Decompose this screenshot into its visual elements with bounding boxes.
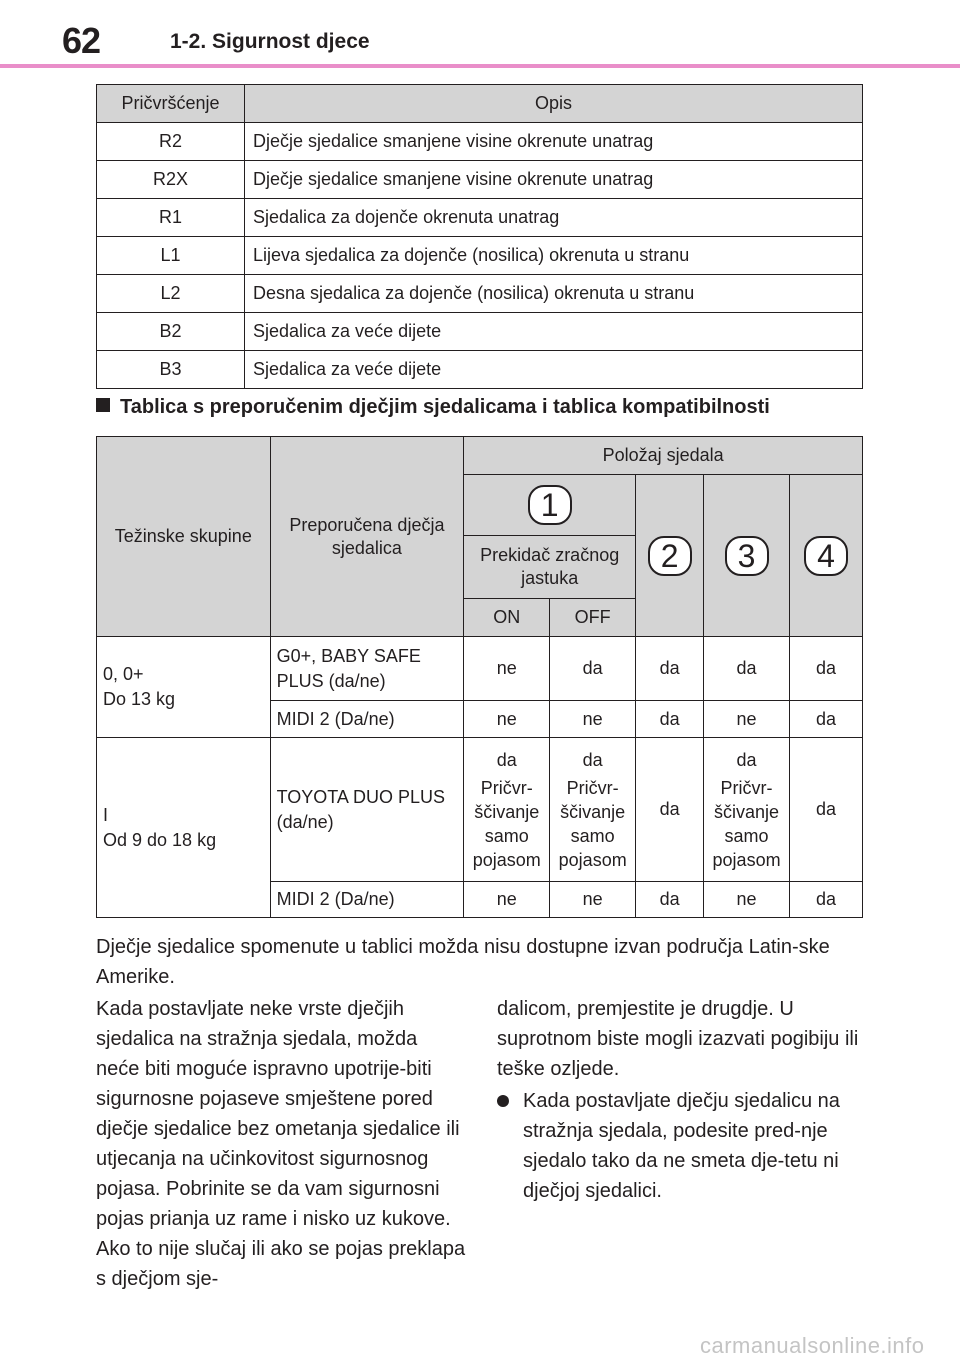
weight-group-label: I bbox=[103, 804, 109, 825]
section-title: 1-2. Sigurnost djece bbox=[170, 30, 370, 53]
watermark: carmanualsonline.info bbox=[700, 1333, 925, 1358]
seat-4-icon: 4 bbox=[804, 536, 848, 576]
cell-note: Pričvr-ščivanje samo pojasom bbox=[712, 777, 781, 870]
table-cell: ne bbox=[704, 701, 790, 738]
table-cell: da bbox=[636, 637, 704, 701]
seat-3-icon: 3 bbox=[725, 536, 769, 576]
table-cell: L2 bbox=[97, 275, 245, 313]
table-cell: Lijeva sjedalica za dojenče (nosilica) okrenuta u stranu bbox=[245, 237, 863, 275]
section-heading bbox=[96, 396, 770, 419]
table-cell: Sjedalica za veće dijete bbox=[245, 313, 863, 351]
table-cell: da bbox=[790, 637, 863, 701]
table-row bbox=[97, 161, 863, 199]
column-header: Opis bbox=[245, 85, 863, 123]
recommended-seat-cell: TOYOTA DUO PLUS (da/ne) bbox=[270, 738, 464, 882]
table-cell: R2 bbox=[97, 123, 245, 161]
table-header-row bbox=[97, 437, 863, 475]
table-cell: Dječje sjedalice smanjene visine okrenute unatrag bbox=[245, 161, 863, 199]
table-cell: ne bbox=[550, 882, 636, 918]
attachment-table bbox=[96, 84, 863, 389]
table-row bbox=[97, 199, 863, 237]
column-header: Pričvršćenje bbox=[97, 85, 245, 123]
weight-range-label: Do 13 kg bbox=[103, 689, 176, 709]
body-paragraph-left: Kada postavljate neke vrste dječjih sjedalica na stražnja sjedala, možda neće biti moguće ispravno upotrije-biti sigurnosne pojaseve smještene pored dječje sjedalice bez ometanja sjedalice ili utjecanja na učinkovitost sigurnosnog pojasa. Pobrinite se da vam sigurnosni pojas prianja uz rame i nisko uz kukove. Ako to nije slučaj ili ako se pojas preklapa s dječjom sje- bbox=[96, 998, 466, 1290]
table-row bbox=[97, 738, 863, 882]
recommended-seat-cell: MIDI 2 (Da/ne) bbox=[270, 701, 464, 738]
cell-note: Pričvr-ščivanje samo pojasom bbox=[472, 777, 541, 870]
table-cell: ne bbox=[550, 701, 636, 738]
cell-value: da bbox=[582, 749, 603, 770]
compatibility-table bbox=[96, 436, 863, 918]
weight-range-label: Od 9 do 18 kg bbox=[103, 829, 217, 850]
table-cell: da bbox=[636, 882, 704, 918]
airbag-switch-header: Prekidač zračnog jastuka bbox=[464, 536, 636, 599]
page-number: 62 bbox=[62, 20, 101, 61]
seat-2-icon: 2 bbox=[648, 536, 692, 576]
recommended-seat-header: Preporučena dječja sjedalica bbox=[270, 437, 464, 637]
table-cell: Sjedalica za veće dijete bbox=[245, 351, 863, 389]
page-header bbox=[0, 0, 960, 70]
cell-value: da bbox=[736, 749, 757, 770]
square-bullet-icon bbox=[96, 398, 110, 412]
seat-2-cell bbox=[636, 475, 704, 637]
seat-1-cell bbox=[464, 475, 636, 536]
table-cell: B3 bbox=[97, 351, 245, 389]
table-cell: da bbox=[704, 637, 790, 701]
recommended-seat-cell: MIDI 2 (Da/ne) bbox=[270, 882, 464, 918]
table-cell: Desna sjedalica za dojenče (nosilica) okrenuta u stranu bbox=[245, 275, 863, 313]
table-cell: R1 bbox=[97, 199, 245, 237]
table-cell: Dječje sjedalice smanjene visine okrenute unatrag bbox=[245, 123, 863, 161]
table-cell: da bbox=[790, 701, 863, 738]
body-paragraph-right: dalicom, premjestite je drugdje. U suprotnom biste mogli izazvati pogibiju ili teške ozljede. bbox=[497, 998, 859, 1080]
seat-3-cell bbox=[704, 475, 790, 637]
table-header-row bbox=[97, 85, 863, 123]
table-row bbox=[97, 637, 863, 701]
table-cell: da bbox=[550, 637, 636, 701]
table-cell bbox=[704, 738, 790, 882]
table-row bbox=[97, 275, 863, 313]
table-cell: da bbox=[636, 738, 704, 882]
availability-note: Dječje sjedalice spomenute u tablici možda nisu dostupne izvan područja Latin-ske Amerike. bbox=[96, 936, 830, 988]
cell-note: Pričvr-ščivanje samo pojasom bbox=[558, 777, 627, 870]
weight-group-cell bbox=[97, 637, 271, 738]
table-cell: da bbox=[636, 701, 704, 738]
bullet-item bbox=[497, 1086, 867, 1206]
table-cell: ne bbox=[464, 637, 550, 701]
table-row bbox=[97, 351, 863, 389]
bullet-dot-icon bbox=[497, 1095, 509, 1107]
table-cell: ne bbox=[464, 882, 550, 918]
bullet-text: Kada postavljate dječju sjedalicu na stražnja sjedala, podesite pred-nje sjedalo tako da ne smeta dje-tetu ni dječjoj sjedalici. bbox=[523, 1090, 840, 1202]
table-cell: R2X bbox=[97, 161, 245, 199]
table-row bbox=[97, 237, 863, 275]
table-row bbox=[97, 123, 863, 161]
table-cell: ne bbox=[464, 701, 550, 738]
recommended-seat-cell: G0+, BABY SAFE PLUS (da/ne) bbox=[270, 637, 464, 701]
table-cell: L1 bbox=[97, 237, 245, 275]
seat-1-icon: 1 bbox=[528, 485, 572, 525]
header-rule bbox=[0, 64, 960, 68]
seat-position-header: Položaj sjedala bbox=[464, 437, 863, 475]
table-row bbox=[97, 313, 863, 351]
off-header: OFF bbox=[550, 599, 636, 637]
cell-value: da bbox=[496, 749, 517, 770]
table-cell: da bbox=[790, 882, 863, 918]
table-cell: da bbox=[790, 738, 863, 882]
table-cell: ne bbox=[704, 882, 790, 918]
heading-text: Tablica s preporučenim dječjim sjedalicama i tablica kompatibilnosti bbox=[120, 396, 770, 418]
weight-group-header: Težinske skupine bbox=[97, 437, 271, 637]
on-header: ON bbox=[464, 599, 550, 637]
weight-group-label: 0, 0+ bbox=[103, 664, 144, 684]
table-cell: Sjedalica za dojenče okrenuta unatrag bbox=[245, 199, 863, 237]
table-cell bbox=[550, 738, 636, 882]
weight-group-cell bbox=[97, 738, 271, 918]
table-cell bbox=[464, 738, 550, 882]
table-cell: B2 bbox=[97, 313, 245, 351]
seat-4-cell bbox=[790, 475, 863, 637]
